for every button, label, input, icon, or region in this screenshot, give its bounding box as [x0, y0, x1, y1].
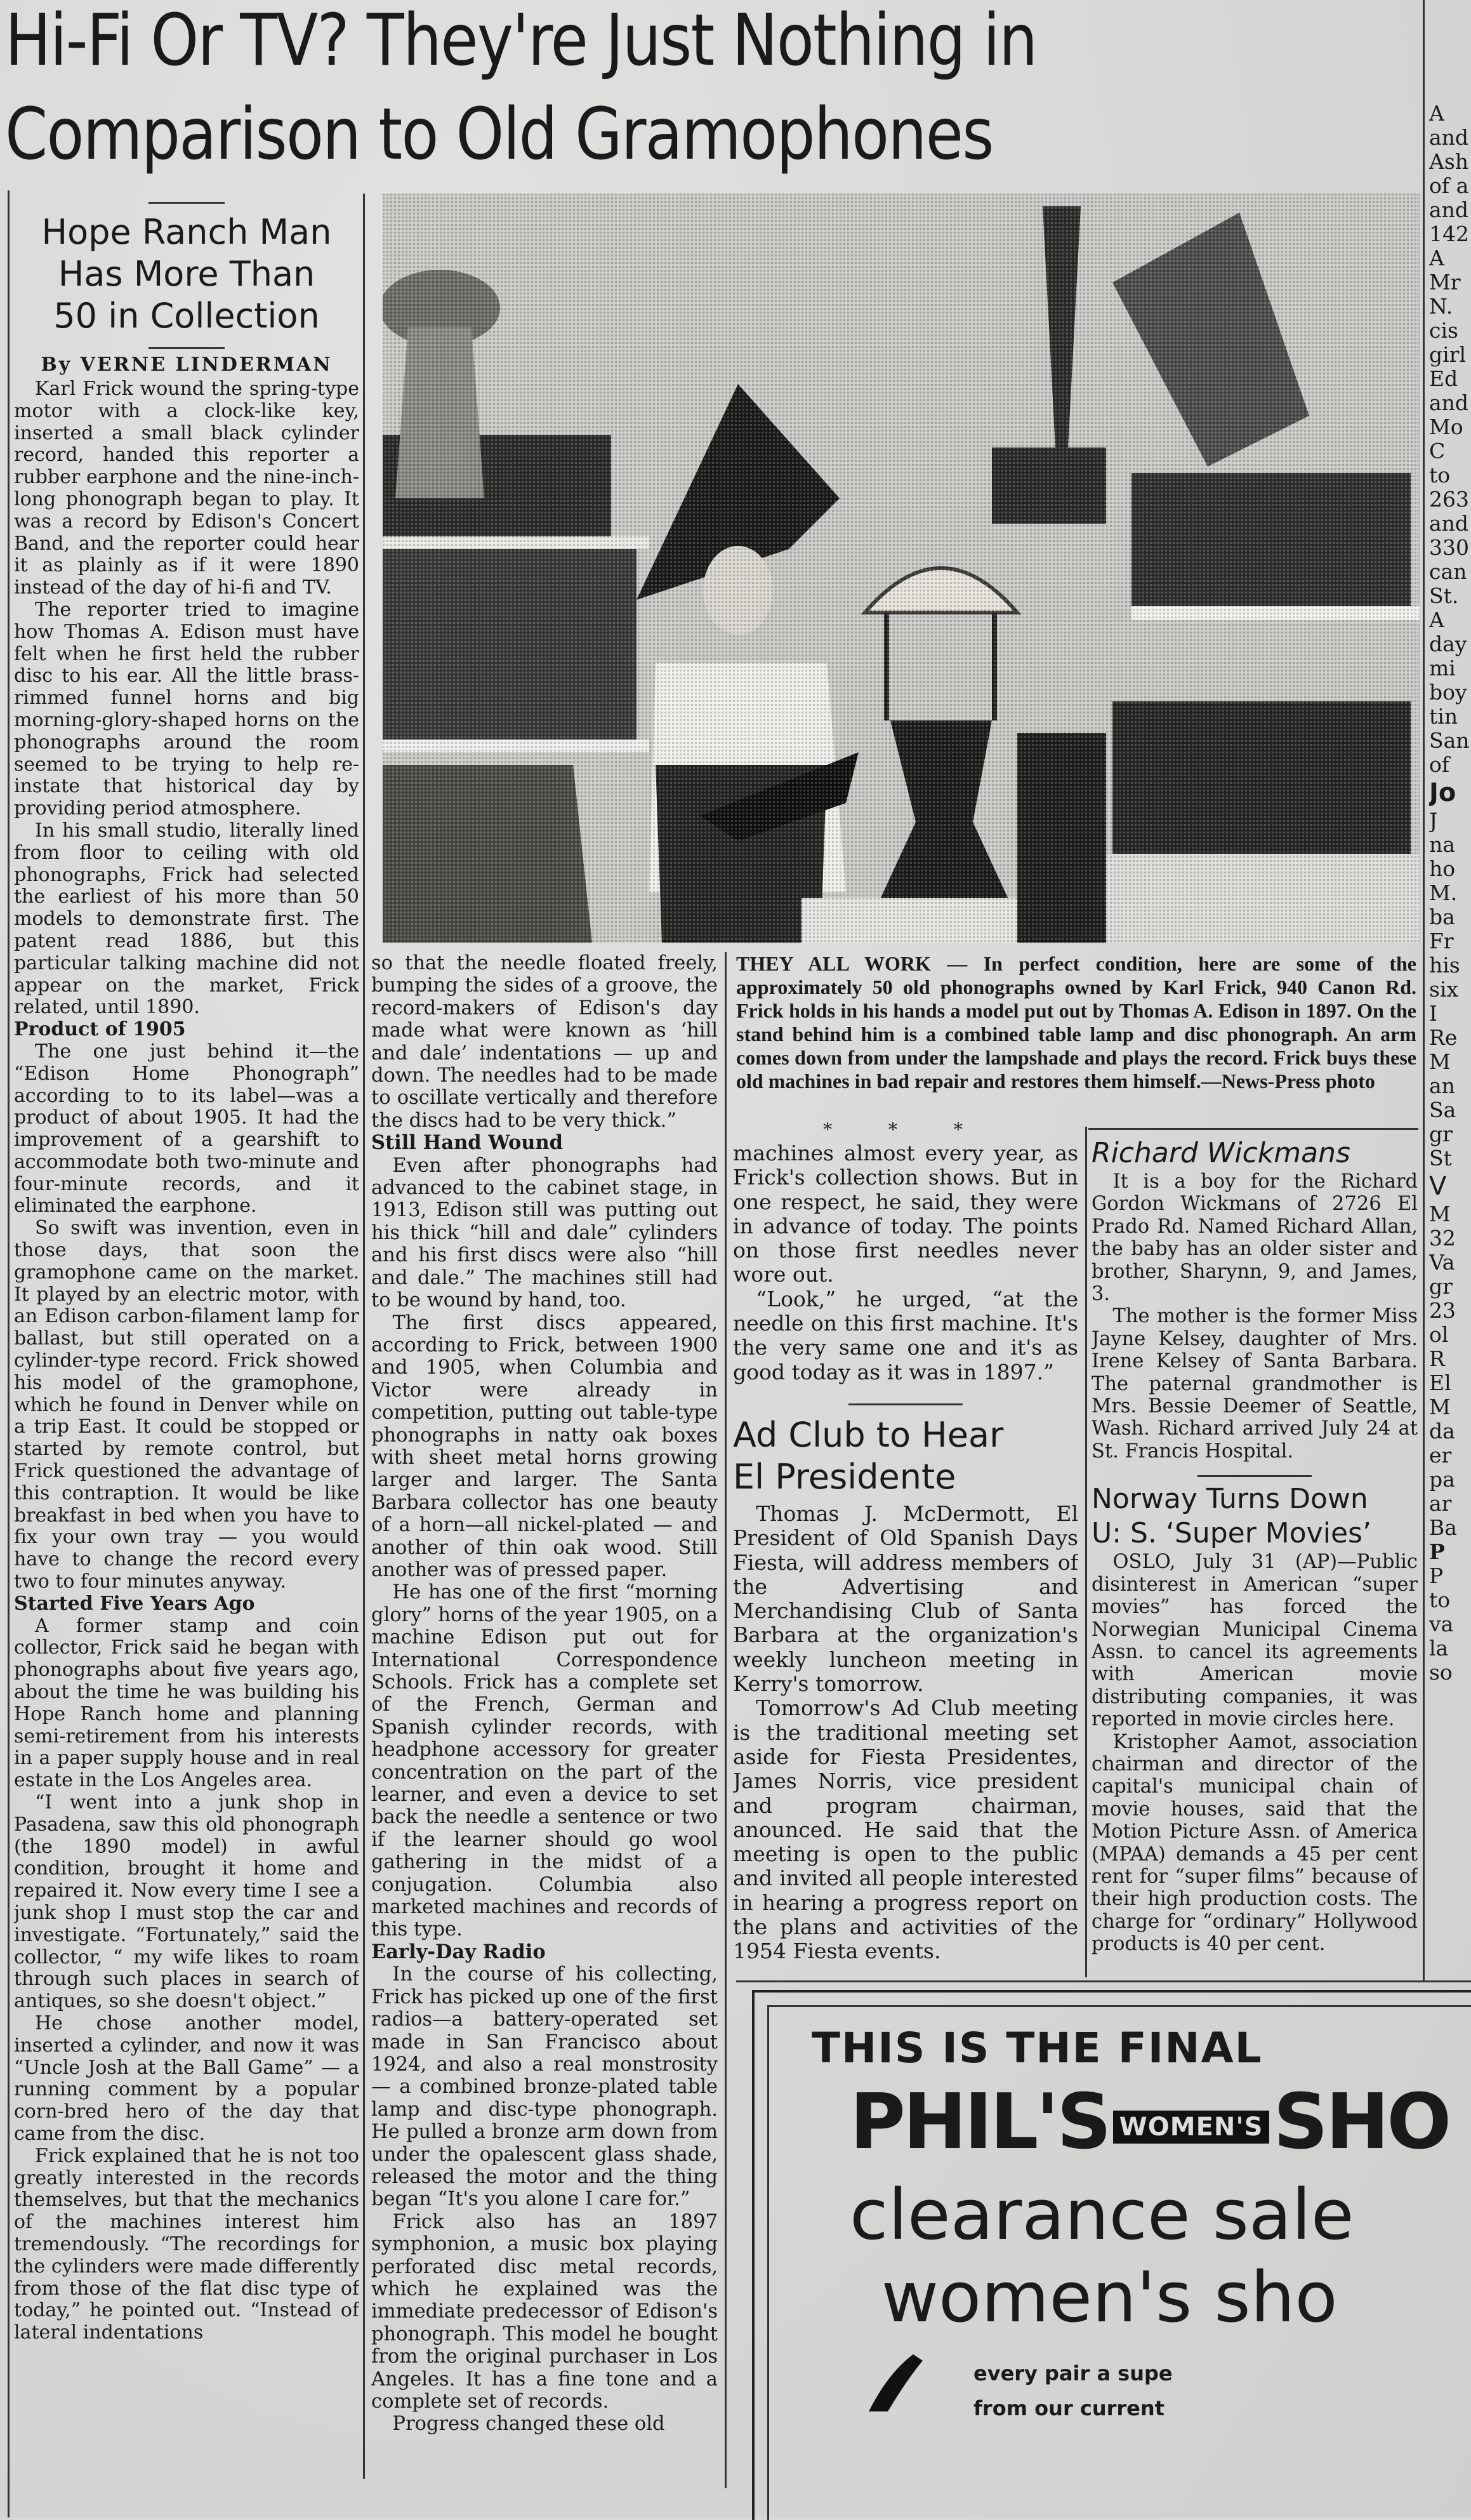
left-border-rule	[8, 190, 10, 2517]
clipped-text-line: A	[1429, 246, 1444, 270]
clipped-text-line: Ba	[1429, 1515, 1457, 1540]
clipped-column-mid	[1429, 809, 1471, 1170]
clipped-text-line: and	[1429, 390, 1469, 415]
clipped-text-line: M	[1429, 1202, 1451, 1226]
clipped-text-line: na	[1429, 832, 1455, 857]
clipped-text-line: pa	[1429, 1467, 1455, 1492]
deck-line: Hope Ranch Man	[41, 212, 332, 252]
briefs-column	[1092, 1136, 1418, 1975]
article-paragraph: In the course of his collecting, Frick has picked up one of the first radios—a battery-operated set made in San Francisco about 1924, and also a real monstrosity — a combined bronze-plated table lamp and disc-type phonograph. He pulled a bronze arm down from under the opalescent glass shade, released the motor and the thing began “It's you alone I care for.”	[371, 1963, 718, 2211]
article-paragraph: He chose another model, inserted a cylinder, and now it was “Uncle Josh at the Ball Game” — a running comment by a popular corn-bred hero of the day that came from the disc.	[14, 2012, 359, 2145]
section-separator: * * *	[823, 1119, 988, 1140]
main-headline-line2: Comparison to Old Gramophones	[5, 93, 993, 176]
clipped-text-line: ho	[1429, 856, 1456, 881]
article-paragraph: The reporter tried to imagine how Thomas A. Edison must have felt when he first held the rubber disc to his ear. All the little brass-rimmed funnel horns and big morning-glory-shaped horns on the phonographs around the room seemed to be trying to help re-instate that historical day by providing period atmosphere.	[14, 598, 359, 820]
clipped-text-line: El	[1429, 1370, 1451, 1395]
clipped-text-line: so	[1429, 1660, 1453, 1685]
clipped-text-line: N.	[1429, 294, 1453, 319]
clipped-headline: V	[1429, 1172, 1447, 1201]
ad-club-paragraph: Tomorrow's Ad Club meeting is the traditional meeting set aside for Fiesta Presidentes, James Norris, vice president and program chairman, anounced. He said that the meeting is open to the public and invited all people interested in hearing a progress report on the plans and activities of the 1954 Fiesta events.	[733, 1695, 1078, 1964]
article-column-1	[14, 202, 359, 2468]
clipped-text-line: 32	[1429, 1226, 1456, 1250]
section-subheading: Early-Day Radio	[371, 1940, 546, 1963]
clipped-text-line: A	[1429, 607, 1444, 632]
clipped-text-line: R	[1429, 1346, 1445, 1371]
clipped-text-line: and	[1429, 125, 1469, 150]
article-paragraph: Karl Frick wound the spring-type motor with a clock-like key, inserted a small black cylinder record, handed this reporter a rubber earphone and the nine-inch-long phonograph began to play. It was a record by Edison's Concert Band, and the reporter could hear it as plainly as if it were 1890 instead of the day of hi-fi and TV.	[14, 378, 359, 599]
article-paragraph: In his small studio, literally lined from floor to ceiling with old phonographs, Frick had selected the earliest of his more than 50 models to demonstrate first. The patent read 1886, but this particular talking machine did not appear on the market, Frick related, until 1890.	[14, 819, 359, 1019]
clipped-text-line: six	[1429, 977, 1459, 1002]
column-rule-1	[363, 194, 365, 2479]
clipped-text-line: can	[1429, 559, 1467, 584]
ad-line-final: THIS IS THE FINAL	[812, 2024, 1263, 2072]
article-paragraph: “I went into a junk shop in Pasadena, saw this old phonograph (the 1890 model) in awful condition, brought it home and repaired it. Now every time I see a junk shop I must stop the car and investigate. “Fortunately,” said the collector, “ my wife likes to roam through such places in search of antiques, so she doesn't object.”	[14, 1791, 359, 2013]
main-headline-line1: Hi-Fi Or TV? They're Just Nothing in	[5, 0, 1037, 82]
wickmans-paragraph: The mother is the former Miss Jayne Kelsey, daughter of Mrs. Irene Kelsey of Santa Barbara. The paternal grandmother is Mrs. Bessie Deemer of Seattle, Wash. Richard arrived July 24 at St. Francis Hospital.	[1092, 1305, 1418, 1462]
caption-body: In perfect condition, here are some of the approximately 50 old phonographs owned by Karl Frick, 940 Canon Rd. Frick holds in his hands a model put out by Thomas A. Edison in 1897. On the stand behind him is a combined table lamp and disc phonograph. An arm comes down from under the lampshade and plays the record. Frick buys these old machines in bad repair and restores them himself.—News-Press photo	[736, 952, 1416, 1093]
clipped-text-line: to	[1429, 1588, 1451, 1612]
clipped-text-line: Sa	[1429, 1098, 1456, 1122]
ad-line-clearance: clearance sale	[850, 2174, 1354, 2255]
story-divider	[1197, 1475, 1312, 1477]
norway-paragraph: OSLO, July 31 (AP)—Public disinterest in American “super movies” has forced the Norwegian Municipal Cinema Assn. to cancel its agreements with American movie distributing companies, it was reported in movie circles here.	[1092, 1551, 1418, 1731]
clipped-text-line: day	[1429, 632, 1467, 656]
byline: By VERNE LINDERMAN	[41, 354, 333, 376]
deck-line: 50 in Collection	[53, 296, 320, 336]
clipped-text-line: Re	[1429, 1025, 1458, 1050]
clipped-text-line: St.	[1429, 583, 1459, 608]
clipped-text-line: an	[1429, 1073, 1455, 1098]
clipped-text-line: Mr	[1429, 270, 1461, 295]
clipped-text-line: Ash	[1429, 149, 1469, 174]
norway-headline-line2: U: S. ‘Super Movies’	[1092, 1517, 1371, 1550]
article-paragraph: machines almost every year, as Frick's collection shows. But in one respect, he said, they were in advance of today. The points on those first needles never wore out.	[733, 1141, 1078, 1287]
article-paragraph: “Look,” he urged, “at the needle on this first machine. It's the very same one and it's as good today as it was in 1897.”	[733, 1286, 1078, 1384]
article-paragraph: Frick also has an 1897 symphonion, a music box playing perforated disc metal records, which he explained was the immediate predecessor of Edison's phonograph. This model he bought from the original purchaser in Los Angeles. It has a fine tone and a complete set of records.	[371, 2210, 718, 2413]
deck-rule-bottom	[148, 347, 225, 349]
clipped-text-line: Ed	[1429, 366, 1458, 391]
article-paragraph: The first discs appeared, according to Frick, between 1900 and 1905, when Columbia and Victor were already in competition, putting out table-type phonographs in natty oak boxes with sheet metal horns growing larger and larger. The Santa Barbara collector has one beauty of a horn—all nickel-plated — and another of thin oak wood. Still another was of pressed paper.	[371, 1311, 718, 1581]
clipped-text-line: Mo	[1429, 414, 1463, 439]
clipped-text-line: gr	[1429, 1122, 1453, 1146]
column-rule-3	[1085, 1127, 1087, 1977]
article-paragraph: Frick explained that he is not too greatly interested in the records themselves, but that the mechanics of the machines interest him tremendously. “The recordings for the cylinders were made differently from those of the flat disc type of today,” he pointed out. “Instead of lateral indentations	[14, 2144, 359, 2344]
ad-tagline-2: from our current	[973, 2396, 1164, 2420]
ad-brand-badge: WOMEN'S	[1113, 2111, 1270, 2144]
clipped-text-line: and	[1429, 197, 1469, 222]
shoe-illustration-icon	[862, 2354, 939, 2411]
clipped-text-line: boy	[1429, 680, 1467, 705]
clipped-text-line: ba	[1429, 905, 1455, 929]
clipped-right-column	[1429, 102, 1471, 1974]
column-rule-2	[725, 952, 727, 2488]
article-paragraph: He has one of the first “morning glory” horns of the year 1905, on a machine Edison put out for International Correspondence Schools. Frick has a complete set of the French, German and Spanish cylinder records, with headphone accessory for greater concentration on the part of the learner, and even a device to set back the needle a sentence or two if the learner should go wool gathering in the midst of a conjugation. Columbia also marketed machines and records of this type.	[371, 1581, 718, 1941]
clipped-text-line: M.	[1429, 880, 1458, 905]
clipped-text-line: San	[1429, 728, 1470, 753]
clipped-text-line: J	[1429, 808, 1438, 833]
deck-line: Has More Than	[58, 254, 315, 294]
section-subheading: Started Five Years Ago	[14, 1592, 255, 1615]
clipped-text-line: of	[1429, 752, 1450, 777]
clipped-text-line: I	[1429, 1001, 1438, 1026]
article-paragraph: So swift was invention, even in those days, that soon the gramophone came on the market. It played by an electric motor, with an Edison carbon-filament lamp for ballast, but still operated on a cylinder-type record. Frick showed his model of the gramophone, which he found in Denver while on a trip East. It could be stopped or started by remote control, but Frick questioned the advantage of this contraption. It would be like breakfast in bed when you have to fix your own tray — you would have to change the record every two to four minutes anyway.	[14, 1217, 359, 1593]
clipped-text-line: C	[1429, 439, 1446, 463]
wickmans-top-rule	[1088, 1128, 1418, 1130]
article-paragraph: so that the needle floated freely, bumping the sides of a groove, the record-makers of Edison's day made what were known as ‘hill and dale’ indentations — up and down. The needles had to be made to oscillate vertically and therefore the discs had to be very thick.”	[371, 952, 718, 1132]
clipped-column-top	[1429, 102, 1471, 777]
ad-club-headline-line2: El Presidente	[733, 1456, 956, 1497]
story-divider	[848, 1403, 963, 1405]
section-subheading: Still Hand Wound	[371, 1131, 563, 1155]
clipped-text-line: ar	[1429, 1491, 1452, 1516]
clipped-text-line: his	[1429, 953, 1460, 978]
clipped-text-line: mi	[1429, 656, 1456, 680]
clipped-text-line: M	[1429, 1049, 1451, 1074]
article-column-2	[371, 952, 718, 2476]
clipped-text-line: 23	[1429, 1298, 1456, 1323]
ad-brand-row	[850, 2078, 1449, 2166]
ad-line-womens-shoes: women's sho	[881, 2257, 1338, 2338]
clipped-text-line: P	[1429, 1563, 1444, 1588]
clipped-text-line: la	[1429, 1636, 1449, 1661]
photo-caption	[736, 952, 1416, 1112]
article-body-col3	[733, 1141, 1078, 1384]
ad-brand: PHIL'S	[850, 2078, 1109, 2166]
wickmans-paragraph: It is a boy for the Richard Gordon Wickmans of 2726 El Prado Rd. Named Richard Allan, the baby has an older sister and brother, Sharynn, 9, and James, 3.	[1092, 1170, 1418, 1306]
clipped-text-line: 330	[1429, 535, 1469, 560]
clipped-text-line: gr	[1429, 1274, 1453, 1299]
clipped-headline: P	[1429, 1539, 1445, 1564]
clipped-text-line: 263	[1429, 487, 1469, 512]
clipped-text-line: Fr	[1429, 929, 1454, 953]
clipped-text-line: St	[1429, 1146, 1452, 1170]
clipped-text-line: er	[1429, 1443, 1452, 1468]
ad-club-paragraph: Thomas J. McDermott, El President of Old Spanish Days Fiesta, will address members of the Advertising and Merchandising Club of Santa Barbara at the organization's weekly luncheon meeting in Kerry's tomorrow.	[733, 1501, 1078, 1697]
clipped-headline: Jo	[1429, 778, 1456, 807]
shoe-store-advertisement	[752, 1990, 1471, 2520]
ad-brand-tail: SHO	[1273, 2078, 1449, 2166]
clipped-text-line: and	[1429, 511, 1469, 536]
clipped-text-line: tin	[1429, 704, 1458, 729]
article-paragraph: A former stamp and coin collector, Frick said he began with phonographs about five years ago, about the time he was building his Hope Ranch home and planning semi-retirement from his interests in a paper supply house and in real estate in the Los Angeles area.	[14, 1614, 359, 1792]
section-subheading: Product of 1905	[14, 1018, 186, 1041]
column-rule-right	[1423, 0, 1425, 1980]
article-paragraph: The one just behind it—the “Edison Home Phonograph” according to to its label—was a product of about 1905. It had the improvement of a gearshift to accommodate both two-minute and four-minute records, and it eliminated the earphone.	[14, 1040, 359, 1217]
clipped-text-line: M	[1429, 1395, 1451, 1419]
phonograph-studio-photo	[383, 194, 1420, 943]
article-body-col1	[14, 378, 359, 2344]
clipped-text-line: ol	[1429, 1322, 1449, 1347]
article-photo	[383, 194, 1420, 943]
clipped-text-line: A	[1429, 102, 1444, 126]
ad-top-rule	[736, 1980, 1471, 1982]
ad-tagline-1: every pair a supe	[973, 2361, 1173, 2385]
clipped-text-line: to	[1429, 463, 1451, 487]
clipped-text-line: cis	[1429, 318, 1458, 343]
article-column-3	[733, 1118, 1078, 1974]
deck-rule-top	[148, 202, 225, 204]
clipped-text-line: 142	[1429, 222, 1469, 246]
clipped-text-line: va	[1429, 1612, 1454, 1636]
article-body-col2	[371, 952, 718, 2436]
clipped-text-line: da	[1429, 1419, 1455, 1443]
clipped-column-end	[1429, 1564, 1471, 1685]
clipped-column-low	[1429, 1202, 1471, 1540]
norway-paragraph: Kristopher Aamot, association chairman and director of the capital's municipal chain of movie houses, said that the Motion Picture Assn. of America (MPAA) demands a 45 per cent rent for “super films” because of their high production costs. The charge for “ordinary” Hollywood products is 40 per cent.	[1092, 1730, 1418, 1956]
clipped-text-line: girl	[1429, 342, 1467, 367]
wickmans-headline: Richard Wickmans	[1092, 1137, 1350, 1169]
clipped-text-line: Va	[1429, 1250, 1455, 1275]
norway-headline-line1: Norway Turns Down	[1092, 1483, 1368, 1516]
caption-lead: THEY ALL WORK —	[736, 952, 968, 975]
ad-club-headline-line1: Ad Club to Hear	[733, 1414, 1004, 1455]
clipped-text-line: of a	[1429, 173, 1469, 198]
article-paragraph: Progress changed these old	[392, 2413, 665, 2436]
article-paragraph: Even after phonographs had advanced to the cabinet stage, in 1913, Edison still was putting out his thick “hill and dale” cylinders and his first discs were also “hill and dale.” The machines still had to be wound by hand, too.	[371, 1154, 718, 1312]
